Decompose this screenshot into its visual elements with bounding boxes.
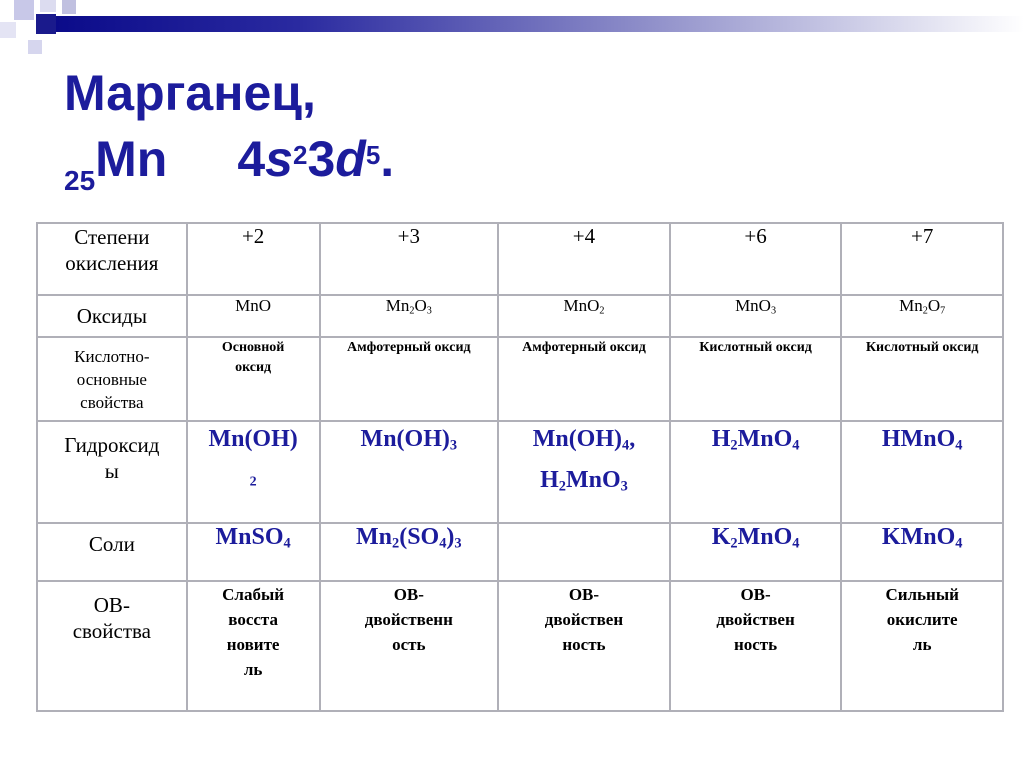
formula-text: HMnO	[881, 426, 956, 452]
row-label-oxidation-states: Степени окисления	[37, 223, 187, 295]
table-row-oxides	[37, 295, 1003, 337]
row-label-acid-base: Кислотно- основные свойства	[37, 337, 187, 421]
atomic-number: 25	[64, 165, 96, 196]
formula-cell	[670, 295, 842, 337]
formula-text: MnO	[737, 426, 793, 452]
property-cell: ОВ- двойствен ность	[670, 581, 842, 711]
property-cell: ОВ- двойствен ность	[498, 581, 670, 711]
formula-subscript: 3	[449, 437, 458, 454]
formula-cell	[841, 295, 1003, 337]
property-cell: ОВ- двойственн ость	[320, 581, 499, 711]
property-cell: Кислотный оксид	[670, 337, 842, 421]
element-symbol: Mn	[95, 131, 168, 187]
oxidation-state-cell: +4	[498, 223, 670, 295]
property-cell: Амфотерный оксид	[320, 337, 499, 421]
formula-cell	[498, 421, 670, 523]
formula-text: K	[711, 524, 731, 550]
formula-subscript: 2	[730, 535, 738, 552]
formula-text: Mn(OH)	[532, 426, 623, 452]
formula-subscript: 4	[439, 535, 447, 552]
header-gradient-bar	[56, 16, 1024, 32]
formula-subscript: 4	[955, 535, 963, 552]
property-cell: Сильный окислите ль	[841, 581, 1003, 711]
table-header-row	[37, 223, 1003, 295]
formula-cell	[670, 421, 842, 523]
formula-text: Mn	[385, 296, 410, 315]
title-element-name: Марганец,	[64, 65, 316, 121]
table-row-acid-base	[37, 337, 1003, 421]
formula-text: Mn	[899, 296, 923, 315]
formula-cell	[187, 523, 320, 581]
formula-text: MnO	[563, 296, 600, 315]
table-row-hydroxides	[37, 421, 1003, 523]
decor-square	[62, 0, 76, 14]
row-label-salts: Соли	[37, 523, 187, 581]
property-cell: Амфотерный оксид	[498, 337, 670, 421]
formula-cell	[320, 421, 499, 523]
formula-subscript: 4	[955, 437, 963, 454]
formula-text: Mn(OH)	[360, 426, 450, 452]
formula-text: Mn(OH)	[208, 426, 298, 452]
decor-square	[28, 40, 42, 54]
property-cell: Кислотный оксид	[841, 337, 1003, 421]
decor-square	[14, 0, 34, 20]
row-label-redox: ОВ- свойства	[37, 581, 187, 711]
oxidation-state-cell: +2	[187, 223, 320, 295]
formula-subscript: 2	[392, 535, 400, 552]
oxidation-state-cell: +3	[320, 223, 499, 295]
decor-square	[0, 22, 16, 38]
decor-square	[36, 14, 56, 34]
formula-subscript: 4	[792, 535, 800, 552]
formula-cell	[498, 523, 670, 581]
formula-text: MnO	[735, 296, 771, 315]
formula-text: MnO	[235, 296, 272, 315]
formula-text: H	[711, 426, 731, 452]
formula-text: H	[540, 466, 559, 493]
formula-cell	[841, 523, 1003, 581]
formula-cell	[187, 421, 320, 523]
formula-subscript: 2	[599, 305, 605, 317]
slide-title	[64, 60, 394, 200]
formula-text: O	[414, 296, 427, 315]
formula-text: (SO	[399, 524, 440, 550]
formula-subscript: 2	[409, 305, 415, 317]
formula-text: MnSO	[215, 524, 284, 550]
oxidation-state-cell: +6	[670, 223, 842, 295]
formula-cell	[498, 295, 670, 337]
formula-text: MnO	[565, 466, 621, 493]
formula-subscript: 3	[426, 305, 432, 317]
formula-subscript: 2	[249, 474, 257, 490]
formula-text: MnO	[737, 524, 793, 550]
row-label-hydroxides: Гидроксид ы	[37, 421, 187, 523]
decor-square	[40, 0, 56, 12]
formula-subscript: 4	[283, 535, 291, 552]
manganese-properties-table	[36, 222, 1004, 712]
formula-text: Mn	[356, 524, 392, 550]
table-row-salts	[37, 523, 1003, 581]
formula-subscript: 3	[454, 535, 462, 552]
formula-cell	[670, 523, 842, 581]
formula-subscript: 7	[940, 305, 946, 317]
formula-subscript: 4	[792, 437, 800, 454]
formula-text: ,	[629, 426, 636, 452]
formula-cell	[320, 295, 499, 337]
formula-subscript: 3	[770, 305, 777, 317]
formula-cell	[187, 295, 320, 337]
formula-text: )	[446, 524, 455, 550]
table-row-redox	[37, 581, 1003, 711]
formula-text: O	[927, 296, 941, 315]
formula-subscript: 2	[558, 478, 566, 495]
formula-cell	[320, 523, 499, 581]
formula-subscript: 4	[622, 437, 630, 454]
property-cell: Слабый восста новите ль	[187, 581, 320, 711]
title-electron-config: $_{25}$Mn $4s^23d^5$.	[64, 131, 395, 196]
oxidation-state-cell: +7	[841, 223, 1003, 295]
formula-subscript: 2	[730, 437, 738, 454]
formula-cell	[841, 421, 1003, 523]
row-label-oxides: Оксиды	[37, 295, 187, 337]
formula-subscript: 3	[620, 478, 628, 495]
formula-text: KMnO	[881, 524, 956, 550]
property-cell: Основной оксид	[187, 337, 320, 421]
formula-subscript: 2	[922, 305, 928, 317]
